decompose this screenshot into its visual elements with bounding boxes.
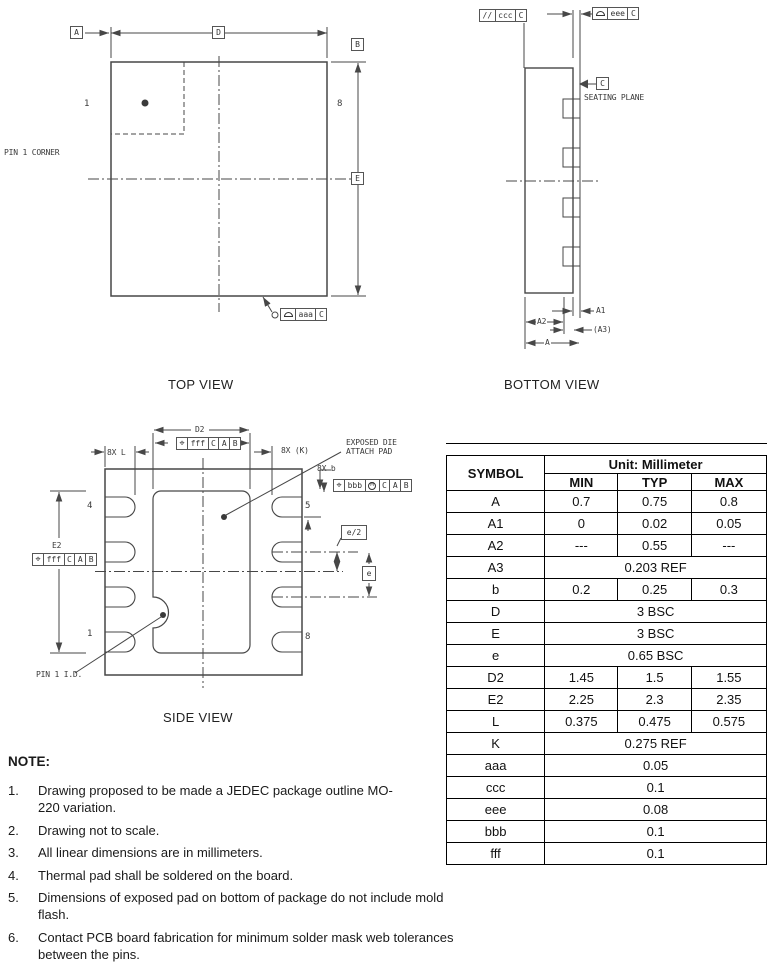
fcf-fff-left-tolerance: fff: [44, 554, 64, 565]
fcf-eee: [592, 7, 639, 20]
profile-of-surface-icon: [593, 8, 608, 19]
table-row: A 0.7 0.75 0.8: [447, 491, 767, 513]
col-header-min: MIN: [545, 474, 618, 491]
dimension-table: [446, 455, 767, 865]
fcf-aaa: [280, 308, 327, 321]
fcf-bbb: [333, 479, 412, 492]
fcf-bbb-datum-1: C: [380, 480, 391, 491]
side-view-title: SIDE VIEW: [163, 710, 233, 725]
table-row: D 3 BSC: [447, 601, 767, 623]
mmc-modifier-icon: M: [366, 480, 380, 491]
table-top-rule: [446, 443, 767, 444]
note-item: 2. Drawing not to scale.: [8, 822, 160, 838]
exposed-pad-label-line1: EXPOSED DIE: [346, 438, 397, 447]
fcf-bbb-tolerance: bbb: [345, 480, 365, 491]
dim-e-pitch-label: e: [366, 569, 372, 578]
pin1-corner-dot: [142, 100, 149, 107]
exposed-pad-label-line2: ATTACH PAD: [346, 447, 393, 456]
profile-of-surface-icon: [281, 309, 296, 320]
fcf-eee-tolerance: eee: [608, 8, 628, 19]
dim-e-half-label: e/2: [346, 528, 362, 537]
dim-8x-l-label: 8X L: [107, 448, 126, 457]
fcf-ccc: [479, 9, 527, 22]
col-header-max: MAX: [691, 474, 766, 491]
fcf-fff-left-datum-2: A: [75, 554, 86, 565]
terminal: [563, 247, 580, 266]
note-item: 1. Drawing proposed to be made a JEDEC package outline MO- 220 variation.: [8, 783, 393, 815]
fcf-bbb-datum-2: A: [390, 480, 401, 491]
table-row: L 0.375 0.475 0.575: [447, 711, 767, 733]
position-tolerance-icon: ⌖: [177, 438, 188, 449]
notes-title: NOTE:: [8, 754, 50, 769]
datum-c-label: C: [600, 79, 605, 88]
fcf-fff-top: [176, 437, 241, 450]
table-row: A2 --- 0.55 ---: [447, 535, 767, 557]
table-row: A1 0 0.02 0.05: [447, 513, 767, 535]
fcf-ccc-tolerance: ccc: [496, 10, 516, 21]
table-row: E2 2.25 2.3 2.35: [447, 689, 767, 711]
col-header-symbol: SYMBOL: [447, 456, 545, 491]
top-view-title: TOP VIEW: [168, 377, 234, 392]
fcf-fff-left-datum-1: C: [65, 554, 76, 565]
note-item: 3. All linear dimensions are in millimeters.: [8, 845, 263, 860]
dim-d2-label: D2: [195, 425, 205, 434]
dim-e-pitch-box: [362, 566, 376, 581]
fcf-fff-left: [32, 553, 97, 566]
fcf-eee-datum: C: [630, 9, 636, 18]
table-row: E 3 BSC: [447, 623, 767, 645]
fcf-fff-datum-3: B: [232, 439, 238, 448]
terminal: [563, 148, 580, 167]
datum-b-box: [351, 38, 364, 51]
table-row: b 0.2 0.25 0.3: [447, 579, 767, 601]
pin1-id-label: PIN 1 I.D.: [36, 670, 83, 679]
note-item: 4. Thermal pad shall be soldered on the board.: [8, 867, 294, 883]
datum-b-label: B: [355, 40, 360, 49]
fcf-aaa-tolerance: aaa: [296, 309, 316, 320]
position-tolerance-icon: ⌖: [334, 480, 345, 491]
dim-e-label: E: [355, 174, 360, 183]
notes-section: [8, 754, 460, 968]
side-view-pin-4: 4: [87, 501, 93, 511]
fcf-fff-datum-1: C: [209, 438, 220, 449]
dim-a1-label: A1: [596, 306, 606, 315]
fcf-ccc-datum: C: [518, 11, 524, 20]
terminal: [563, 198, 580, 217]
datum-a-label: A: [74, 28, 79, 37]
table-row: ccc 0.1: [447, 777, 767, 799]
table-header-row: [447, 456, 767, 474]
dim-e2-label: E2: [52, 541, 62, 550]
datum-a-box: [70, 26, 83, 39]
table-row: aaa 0.05: [447, 755, 767, 777]
fcf-fff-left-datum-3: B: [88, 555, 94, 564]
dim-e-half-box: [341, 525, 367, 540]
terminal: [563, 99, 580, 118]
table-row: fff 0.1: [447, 843, 767, 865]
position-tolerance-icon: ⌖: [33, 554, 44, 565]
col-header-unit: Unit: Millimeter: [545, 456, 767, 474]
seating-plane-label: SEATING PLANE: [584, 93, 645, 102]
table-row: bbb 0.1: [447, 821, 767, 843]
side-view-pin-8: 8: [305, 632, 311, 642]
fcf-aaa-datum: C: [318, 310, 324, 319]
table-row: A3 0.203 REF: [447, 557, 767, 579]
dim-a2-label: A2: [537, 317, 547, 326]
fcf-fff-tolerance: fff: [188, 438, 208, 449]
note-item: 6. Contact PCB board fabrication for minimum solder mask web tolerances between the pins.: [8, 929, 454, 962]
bottom-view-title: BOTTOM VIEW: [504, 377, 600, 392]
table-row: e 0.65 BSC: [447, 645, 767, 667]
note-item: 5. Dimensions of exposed pad on bottom of package do not include mold flash.: [8, 890, 444, 922]
dim-d-label: D: [216, 28, 221, 37]
table-row: D2 1.45 1.5 1.55: [447, 667, 767, 689]
dim-8x-b-label: 8X b: [317, 464, 336, 473]
pin1-corner-label: PIN 1 CORNER: [4, 148, 60, 157]
side-view-pin-1: 1: [87, 629, 93, 639]
side-view-pin-5: 5: [305, 501, 311, 511]
dim-8x-k-label: 8X (K): [281, 446, 309, 455]
table-row: eee 0.08: [447, 799, 767, 821]
dim-a-label: A: [545, 338, 550, 347]
dim-d-box: [212, 26, 225, 39]
top-view-pin-8: 8: [337, 99, 343, 109]
parallelism-icon: //: [480, 10, 496, 21]
dim-a3-label: (A3): [593, 325, 612, 334]
fcf-fff-datum-2: A: [219, 438, 230, 449]
datum-c-box: [596, 77, 609, 90]
fcf-bbb-datum-3: B: [403, 481, 409, 490]
top-view-pin-1: 1: [84, 99, 90, 109]
col-header-typ: TYP: [618, 474, 691, 491]
dim-e-box: [351, 172, 364, 185]
table-row: K 0.275 REF: [447, 733, 767, 755]
